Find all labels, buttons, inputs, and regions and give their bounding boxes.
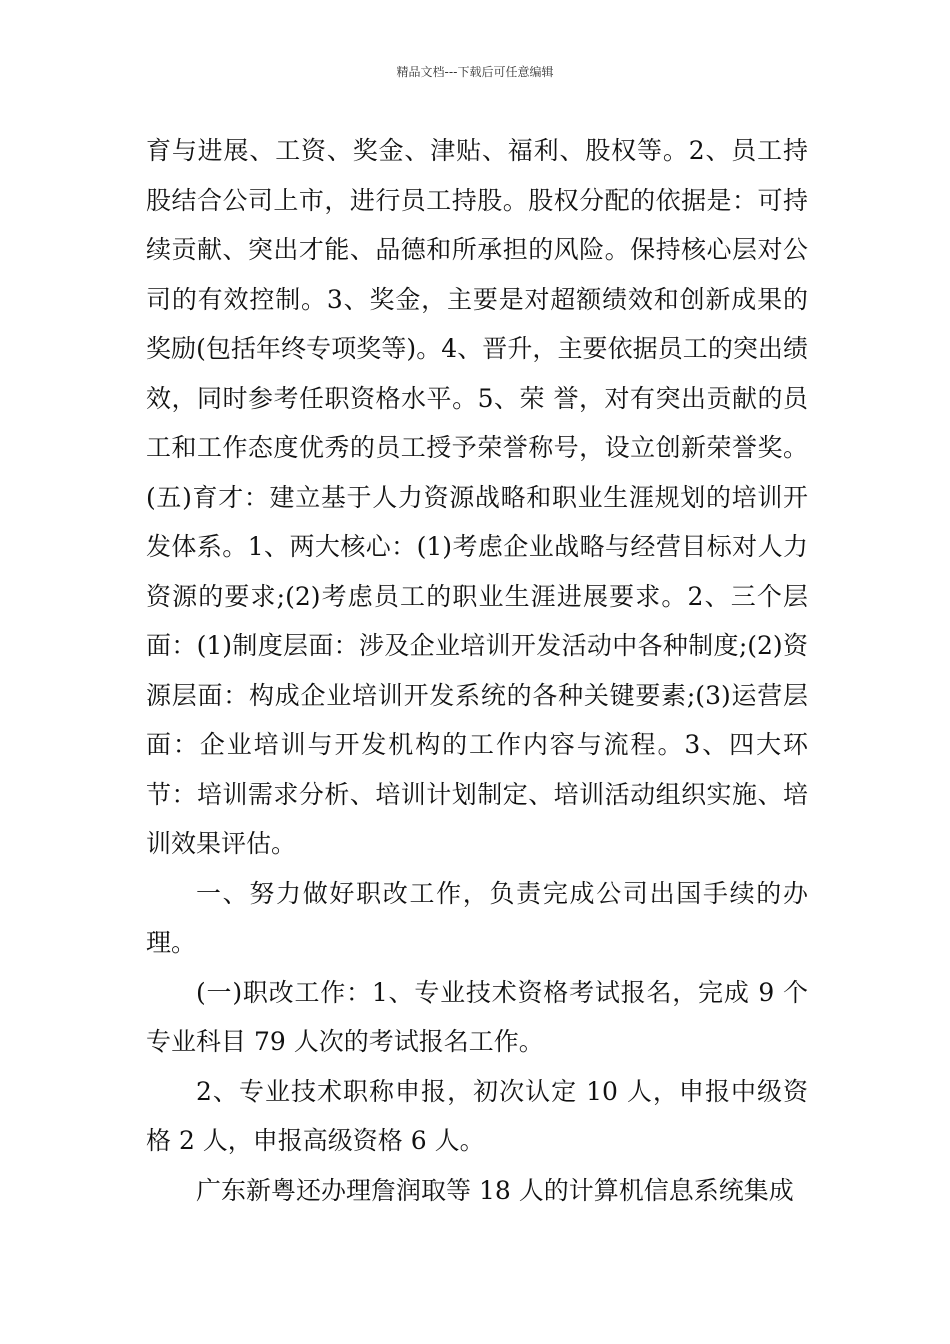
paragraph-title-reform: 一、努力做好职改工作，负责完成公司出国手续的办理。 xyxy=(146,878,808,957)
paragraph-compensation: 育与进展、工资、奖金、津贴、福利、股权等。2、员工持股结合公司上市，进行员工持股。股权分配的依据是：可持续贡献、突出才能、品德和所承担的风险。保持核心层对公司的有效控制。3、奖金，主要是对超额绩效和创新成果的奖励(包括年终专项奖等)。4、晋升，主要依据员工的突出绩效，同时参考任职资格水平。5、荣 誉，对有突出贡献的员工和工作态度优秀的员工授予荣誉称号，设立创新荣誉奖。(五)育才：建立基于人力资源战略和职业生涯规划的培训开发体系。1、两大核心：(1)考虑企业战略与经营目标对人力资源的要求;(2)考虑员工的职业生涯进展要求。2、三个层面：(1)制度层面：涉及企业培训开发活动中各种制度;(2)资源层面：构成企业培训开发系统的各种关键要素;(3)运营层面：企业培训与开发机构的工作内容与流程。3、四大环节：培训需求分析、培训计划制定、培训活动组织实施、培训效果评估。 xyxy=(146,136,808,858)
document-body xyxy=(146,126,808,1215)
paragraph-exam-registration: (一)职改工作：1、专业技术资格考试报名，完成 9 个专业科目 79 人次的考试报名工作。 xyxy=(146,977,808,1056)
page-header: 精品文档---下载后可任意编辑 xyxy=(396,65,554,79)
paragraph-guangdong: 广东新粤还办理詹润取等 18 人的计算机信息系统集成 xyxy=(196,1175,794,1205)
paragraph-title-application: 2、专业技术职称申报，初次认定 10 人，申报中级资格 2 人，申报高级资格 6 人。 xyxy=(146,1076,808,1155)
